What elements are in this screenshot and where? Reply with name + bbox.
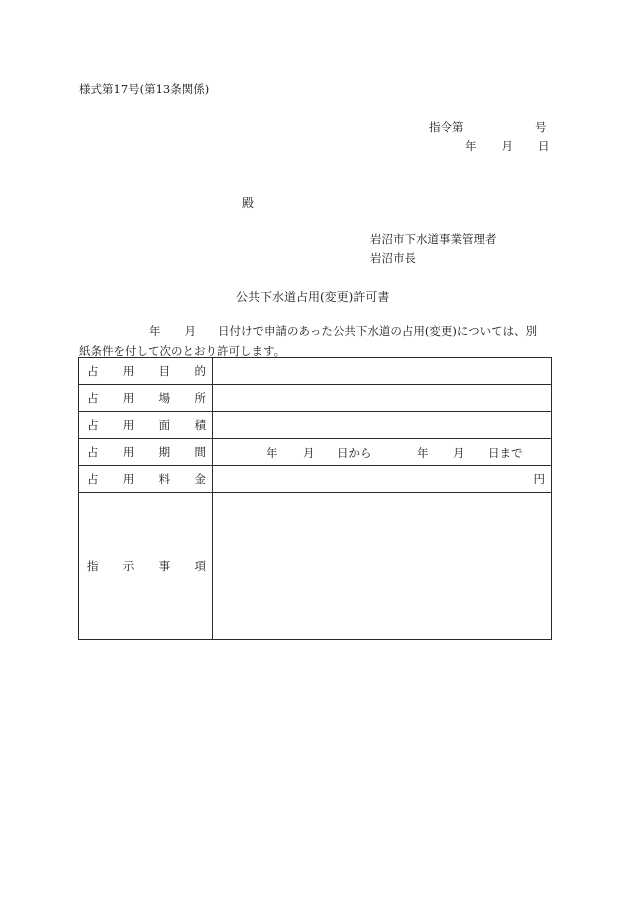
value-fee[interactable] xyxy=(213,466,552,493)
label-purpose: 占 用 目 的 xyxy=(79,358,213,385)
value-instructions[interactable] xyxy=(213,493,552,640)
issuer-title: 岩沼市下水道事業管理者 xyxy=(370,232,497,246)
issue-date-year: 年 xyxy=(465,139,477,153)
table-row-instructions xyxy=(79,493,552,640)
table-row-area xyxy=(79,412,552,439)
instruction-suffix: 号 xyxy=(535,120,547,134)
label-instructions: 指 示 事 項 xyxy=(79,493,213,640)
document-title: 公共下水道占用(変更)許可書 xyxy=(236,290,390,304)
body-year: 年 xyxy=(149,324,161,338)
instruction-number xyxy=(429,119,547,135)
issue-date-day: 日 xyxy=(538,139,550,153)
addressee-honorific: 殿 xyxy=(242,196,255,210)
form-number: 様式第17号(第13条関係) xyxy=(79,82,210,96)
table-row-purpose xyxy=(79,358,552,385)
label-location: 占 用 場 所 xyxy=(79,385,213,412)
body-line-1 xyxy=(79,321,551,341)
period-to-month: 月 xyxy=(453,446,465,460)
permit-table xyxy=(78,357,552,640)
value-area[interactable] xyxy=(213,412,552,439)
period-from-month: 月 xyxy=(303,446,315,460)
issue-date-month: 月 xyxy=(501,139,513,153)
body-line-2: 紙条件を付して次のとおり許可します。 xyxy=(79,344,286,358)
instruction-prefix: 指令第 xyxy=(429,120,464,134)
body-line-1-text: 日付けで申請のあった公共下水道の占用(変更)については、別 xyxy=(218,324,538,338)
table-row-period xyxy=(79,439,552,466)
body-text xyxy=(79,321,551,361)
issue-date xyxy=(465,138,550,154)
body-month: 月 xyxy=(184,324,196,338)
period-from-day: 日から xyxy=(337,446,372,460)
period-from-year: 年 xyxy=(266,446,278,460)
value-location[interactable] xyxy=(213,385,552,412)
label-area: 占 用 面 積 xyxy=(79,412,213,439)
value-purpose[interactable] xyxy=(213,358,552,385)
label-fee: 占 用 料 金 xyxy=(79,466,213,493)
period-to-day: 日まで xyxy=(488,446,523,460)
label-period: 占 用 期 間 xyxy=(79,439,213,466)
fee-unit: 円 xyxy=(533,472,545,486)
table-row-location xyxy=(79,385,552,412)
value-period[interactable] xyxy=(213,439,552,466)
issuer-mayor: 岩沼市長 xyxy=(370,251,416,265)
period-to-year: 年 xyxy=(417,446,429,460)
table-row-fee xyxy=(79,466,552,493)
